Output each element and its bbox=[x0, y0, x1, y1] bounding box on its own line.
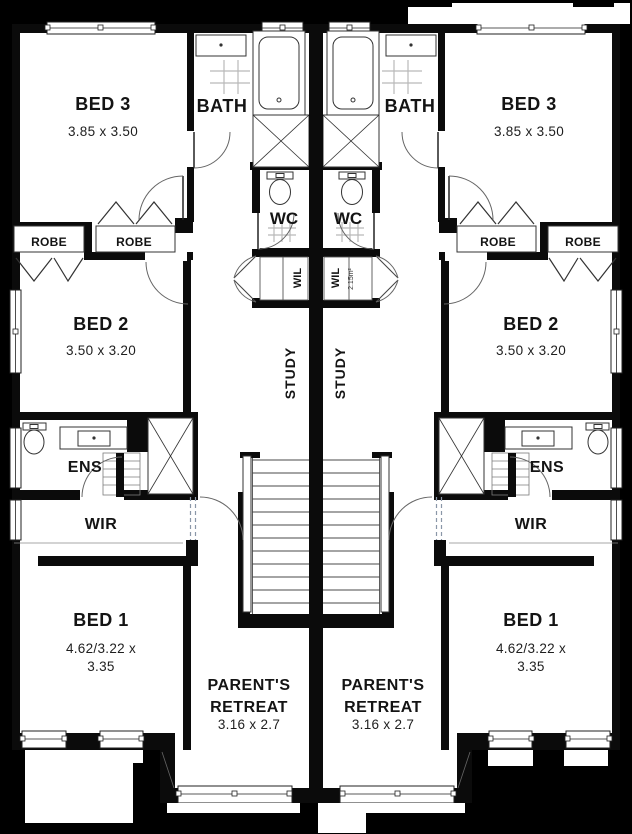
room-label-bed2: BED 2 bbox=[503, 314, 559, 334]
room-label-wir: WIR bbox=[514, 516, 548, 533]
bathtub bbox=[253, 31, 305, 115]
room-label-bed1: BED 1 bbox=[503, 610, 559, 630]
window bbox=[98, 731, 144, 748]
window bbox=[20, 731, 67, 748]
window-sill bbox=[100, 750, 143, 763]
room-dims-bed1: 4.62/3.22 x bbox=[65, 641, 137, 656]
room-label-robe: ROBE bbox=[116, 235, 152, 249]
room-label-study: STUDY bbox=[282, 346, 298, 400]
window bbox=[45, 22, 156, 34]
window bbox=[10, 428, 21, 488]
roof-eave-top-right bbox=[408, 0, 630, 24]
stair-handrail bbox=[243, 456, 251, 612]
window bbox=[176, 786, 292, 803]
room-label-robe: ROBE bbox=[480, 235, 516, 249]
room-label-robe: ROBE bbox=[31, 235, 67, 249]
room-dims-bed1: 3.35 bbox=[517, 659, 545, 674]
room-label-parents-retreat: RETREAT bbox=[210, 699, 288, 716]
room-dims-bed3: 3.85 x 3.50 bbox=[493, 124, 565, 139]
room-label-wil: WIL bbox=[292, 267, 304, 289]
room-label-study: STUDY bbox=[332, 346, 348, 400]
eave-bottom-center bbox=[318, 803, 366, 833]
room-label-wir: WIR bbox=[84, 516, 118, 533]
room-label-parents-retreat: PARENT'S bbox=[341, 677, 425, 694]
eave-bottom-left bbox=[167, 803, 300, 813]
window-sill bbox=[564, 750, 608, 766]
room-label-wil: WIL bbox=[330, 267, 342, 289]
room-label-bath: BATH bbox=[196, 96, 248, 116]
room-dims-bed1: 3.35 bbox=[87, 659, 115, 674]
room-dims-bed2: 3.50 x 3.20 bbox=[65, 343, 137, 358]
room-label-wc: WC bbox=[269, 209, 299, 228]
room-area-wil: 2.15m² bbox=[348, 268, 355, 290]
window bbox=[10, 500, 21, 540]
room-label-ens: ENS bbox=[529, 459, 565, 476]
ens-vanity bbox=[60, 427, 127, 449]
window bbox=[10, 290, 21, 373]
party-wall bbox=[309, 24, 323, 803]
room-label-bed3: BED 3 bbox=[75, 94, 131, 114]
window-sill bbox=[488, 750, 533, 766]
room-label-bath: BATH bbox=[384, 96, 436, 116]
room-label-bed1: BED 1 bbox=[73, 610, 129, 630]
ens-shower bbox=[148, 418, 193, 494]
room-dims-parents-retreat: 3.16 x 2.7 bbox=[351, 717, 415, 732]
bath-vanity bbox=[196, 35, 246, 56]
room-dims-bed1: 4.62/3.22 x bbox=[495, 641, 567, 656]
room-label-wc: WC bbox=[333, 209, 363, 228]
room-label-parents-retreat: PARENT'S bbox=[207, 677, 291, 694]
room-dims-bed3: 3.85 x 3.50 bbox=[67, 124, 139, 139]
room-dims-parents-retreat: 3.16 x 2.7 bbox=[217, 717, 281, 732]
bath-shower bbox=[253, 115, 309, 167]
room-label-bed2: BED 2 bbox=[73, 314, 129, 334]
room-label-parents-retreat: RETREAT bbox=[344, 699, 422, 716]
room-label-robe: ROBE bbox=[565, 235, 601, 249]
room-label-ens: ENS bbox=[67, 459, 103, 476]
room-label-bed3: BED 3 bbox=[501, 94, 557, 114]
room-dims-bed2: 3.50 x 3.20 bbox=[495, 343, 567, 358]
